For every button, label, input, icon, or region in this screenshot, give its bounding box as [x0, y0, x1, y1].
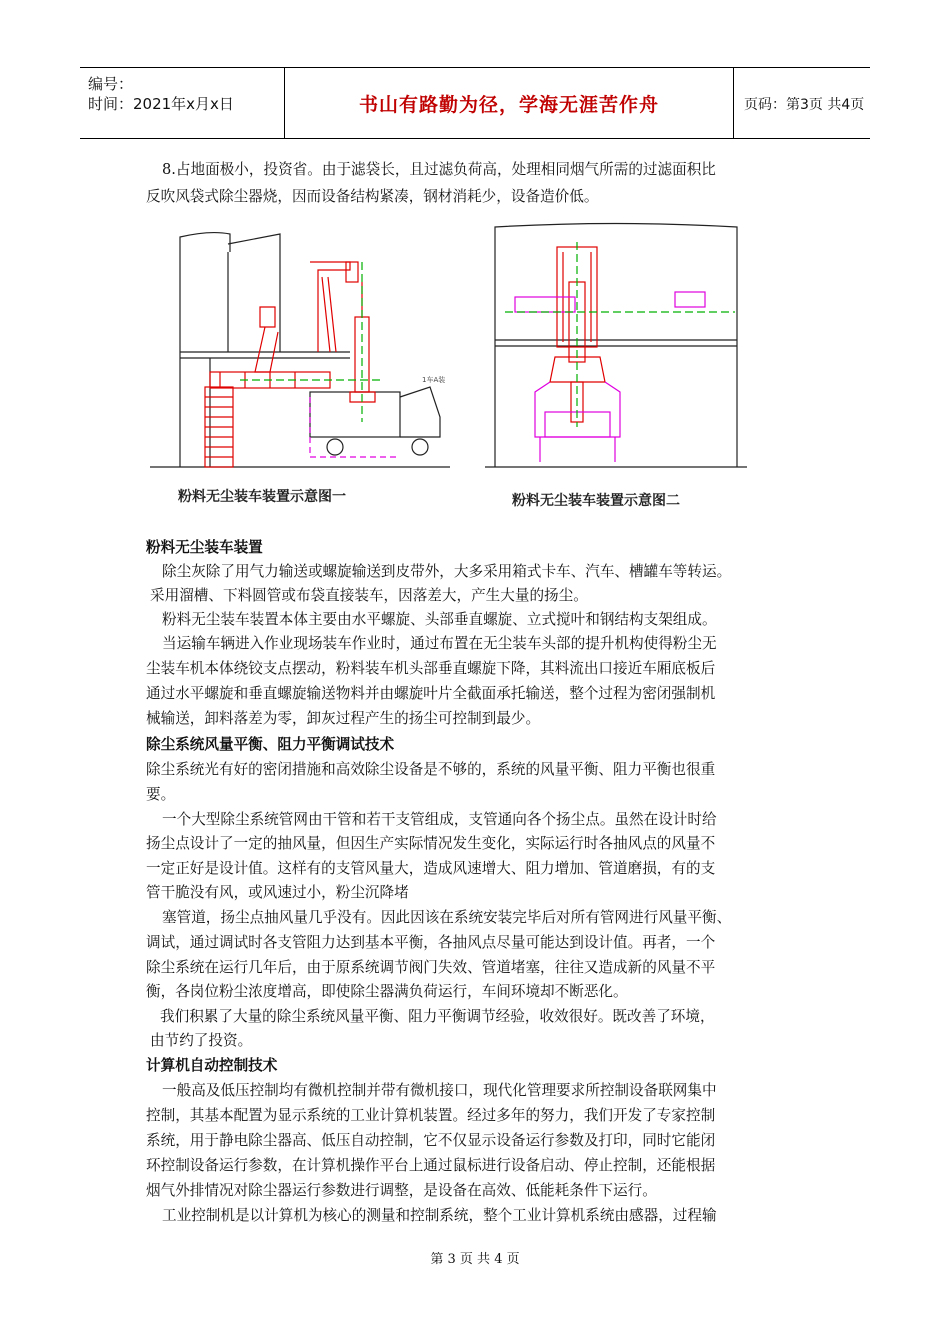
section-2-line: 调试，通过调试时各支管阻力达到基本平衡，各抽风点尽量可能达到设计值。再者，一个 [146, 934, 716, 951]
section-1-line: 械输送，卸料落差为零，卸灰过程产生的扬尘可控制到最少。 [146, 710, 541, 727]
section-3-heading: 计算机自动控制技术 [146, 1057, 278, 1074]
section-1-line: 通过水平螺旋和垂直螺旋输送物料并由螺旋叶片全截面承托输送，整个过程为密闭强制机 [146, 685, 716, 702]
header-motto: 书山有路勤为径，学海无涯苦作舟 [358, 94, 659, 116]
intro-line-2: 反吹风袋式除尘器烧，因而设备结构紧凑，钢材消耗少，设备造价低。 [146, 188, 599, 205]
section-1-line: 尘装车机本体绕铰支点摆动，粉料装车机头部垂直螺旋下降，其料流出口接近车厢底板后 [146, 660, 716, 677]
section-1-line: 粉料无尘装车装置本体主要由水平螺旋、头部垂直螺旋、立式搅叶和钢结构支架组成。 [162, 611, 717, 628]
figure-1-caption: 粉料无尘装车装置示意图一 [178, 489, 346, 505]
section-2-line: 我们积累了大量的除尘系统风量平衡、阻力平衡调节经验，收效很好。既改善了环境， [160, 1008, 715, 1025]
section-2-line: 一定正好是设计值。这样有的支管风量大，造成风速增大、阻力增加、管道磨损，有的支 [146, 860, 716, 877]
figure-2-diagram [485, 222, 755, 472]
section-2-line: 管干脆没有风，或风速过小，粉尘沉降堵 [146, 884, 409, 901]
section-2-heading: 除尘系统风量平衡、阻力平衡调试技术 [146, 736, 395, 753]
section-1-line: 除尘灰除了用气力输送或螺旋输送到皮带外，大多采用箱式卡车、汽车、槽罐车等转运。 [162, 563, 732, 580]
section-2-line: 塞管道，扬尘点抽风量几乎没有。因此因该在系统安装完毕后对所有管网进行风量平衡、 [162, 909, 732, 926]
section-2-line: 要。 [146, 786, 176, 803]
document-date: 时间：2021年x月x日 [88, 95, 234, 113]
page-footer: 第 3 页 共 4 页 [430, 1252, 520, 1267]
section-3-line: 系统，用于静电除尘器高、低压自动控制，它不仅显示设备运行参数及打印，同时它能闭 [146, 1132, 716, 1149]
section-2-line: 由节约了投资。 [150, 1032, 253, 1049]
section-1-heading: 粉料无尘装车装置 [146, 539, 263, 556]
intro-line-1: 8.占地面极小，投资省。由于滤袋长，且过滤负荷高，处理相同烟气所需的过滤面积比 [162, 161, 716, 178]
section-3-line: 环控制设备运行参数，在计算机操作平台上通过鼠标进行设备启动、停止控制，还能根据 [146, 1157, 716, 1174]
section-3-line: 烟气外排情况对除尘器运行参数进行调整，是设备在高效、低能耗条件下运行。 [146, 1182, 657, 1199]
section-3-line: 控制，其基本配置为显示系统的工业计算机装置。经过多年的努力，我们开发了专家控制 [146, 1107, 716, 1124]
section-2-line: 除尘系统在运行几年后，由于原系统调节阀门失效、管道堵塞，往往又造成新的风量不平 [146, 959, 716, 976]
figure-1-diagram [150, 222, 470, 472]
figure-1-small-label: 1车A装 [422, 376, 446, 384]
section-2-line: 除尘系统光有好的密闭措施和高效除尘设备是不够的，系统的风量平衡、阻力平衡也很重 [146, 761, 716, 778]
page-header [80, 67, 870, 139]
page-indicator: 页码：第3页 共4页 [744, 97, 865, 113]
section-3-line: 一般高及低压控制均有微机控制并带有微机接口，现代化管理要求所控制设备联网集中 [162, 1082, 717, 1099]
section-2-line: 扬尘点设计了一定的抽风量，但因生产实际情况发生变化，实际运行时各抽风点的风量不 [146, 835, 716, 852]
document-number: 编号： [88, 75, 134, 93]
section-2-line: 一个大型除尘系统管网由干管和若干支管组成，支管通向各个扬尘点。虽然在设计时给 [162, 811, 717, 828]
section-1-line: 当运输车辆进入作业现场装车作业时，通过布置在无尘装车头部的提升机构使得粉尘无 [162, 635, 717, 652]
section-2-line: 衡，各岗位粉尘浓度增高，即使除尘器满负荷运行，车间环境却不断恶化。 [146, 983, 628, 1000]
header-page-cell [734, 68, 870, 138]
header-info-cell [80, 68, 285, 138]
section-1-line: 采用溜槽、下料圆管或布袋直接装车，因落差大，产生大量的扬尘。 [150, 587, 588, 604]
section-3-line: 工业控制机是以计算机为核心的测量和控制系统，整个工业计算机系统由感器，过程输 [162, 1207, 717, 1224]
figure-2-caption: 粉料无尘装车装置示意图二 [512, 493, 680, 509]
header-motto-cell [285, 68, 734, 138]
